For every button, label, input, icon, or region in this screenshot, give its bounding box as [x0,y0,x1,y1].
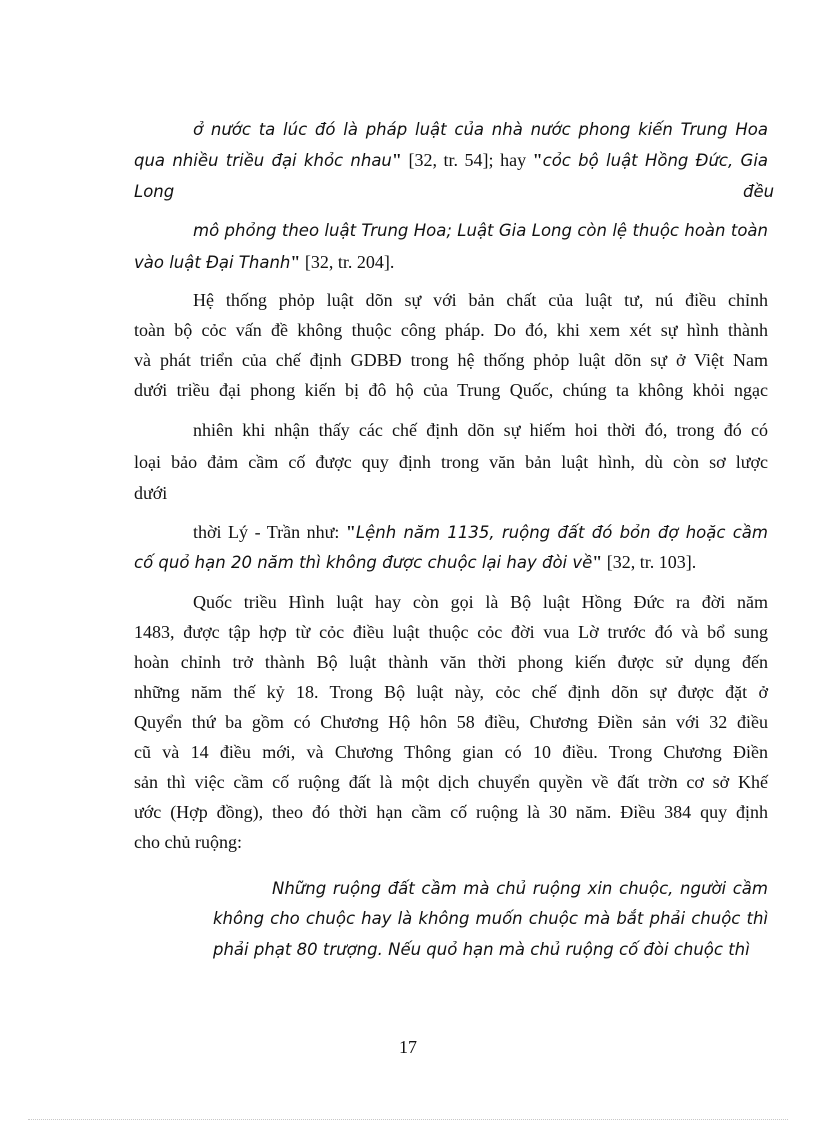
text-segment: dưới triều đại phong kiến bị đô hộ của Trung Quốc, chúng ta không khỏi ngạc [134,380,768,400]
text-segment: sản thì việc cầm cố ruộng đất là một dịch chuyển quyền về đất trờn cơ sở Khế [134,772,768,792]
text-line-p2-l4 [134,378,768,402]
page-bottom-dotted-rule [28,1119,788,1120]
text-segment: cũ và 14 điều mới, và Chương Thông gian có 10 điều. Trong Chương Điền [134,742,768,762]
text-segment: những năm thế kỷ 18. Trong Bộ luật này, cỏc chế định dõn sự được đặt ở [134,682,768,702]
text-segment: " [345,522,356,542]
text-line-p1-l5 [134,250,394,275]
text-segment: [32, tr. 103]. [602,552,697,572]
text-segment: thời Lý - Trần như: [193,522,346,542]
text-line-p3-l7 [134,770,768,794]
text-segment: dưới [134,483,168,503]
text-line-p3-l6 [134,740,768,764]
text-line-p3-l1 [193,590,768,614]
text-segment: mô phỏng theo luật Trung Hoa; Luật Gia Long còn lệ thuộc hoàn toàn [193,221,768,240]
page-number: 17 [399,1037,417,1057]
text-line-p3-l2 [134,620,768,644]
text-line-p3-l5 [134,710,768,734]
text-segment: cho chủ ruộng: [134,832,242,852]
text-segment: qua nhiều triều đại khỏc nhau [134,151,392,170]
text-segment: " [532,150,543,170]
text-line-p1-l3a [134,179,174,204]
text-segment: cỏc bộ luật Hồng Đức, Gia [542,151,769,170]
text-line-p2-l7 [134,481,167,505]
text-segment: " [290,252,301,272]
text-line-p1-l4 [193,218,768,243]
text-segment: Quyển thứ ba gồm có Chương Hộ hôn 58 điều, Chương Điền sản với 32 điều [134,712,768,732]
text-line-p2-l5 [193,418,768,442]
text-segment: Lệnh năm 1135, ruộng đất đó bỏn đợ hoặc cầm [355,523,768,542]
text-line-p3-l4 [134,680,768,704]
text-segment: vào luật Đại Thanh [134,253,291,272]
text-segment: nhiên khi nhận thấy các chế định dõn sự hiếm hoi thời đó, trong đó có [193,420,768,440]
text-line-p3-l9 [134,830,242,854]
text-segment: đều [743,182,775,201]
text-line-p1-l2 [134,148,768,173]
text-segment: và phát triển của chế định GDBĐ trong hệ thống phỏp luật dõn sự ở Việt Nam [134,350,768,370]
text-line-p4-l1 [272,876,768,901]
text-segment: 1483, được tập hợp từ cỏc điều luật thuộc cỏc đời vua Lờ trước đó và bổ sung [134,622,768,642]
text-segment: Hệ thống phỏp luật dõn sự với bản chất của luật tư, nú điều chỉnh [193,290,768,310]
text-line-p2-l9 [134,550,696,575]
text-segment: " [391,150,402,170]
text-line-p1-l3b [743,179,774,204]
text-line-p4-l3 [213,937,750,962]
text-segment: ước (Hợp đồng), theo đó thời hạn cầm cố ruộng là 30 năm. Điều 384 quy định [134,802,768,822]
text-line-p2-l2 [134,318,768,342]
text-segment: toàn bộ cỏc vấn đề không thuộc công pháp. Do đó, khi xem xét sự hình thành [134,320,768,340]
text-segment: Quốc triều Hình luật hay còn gọi là Bộ luật Hồng Đức ra đời năm [193,592,768,612]
text-segment: ở nước ta lúc đó là pháp luật của nhà nước phong kiến Trung Hoa [193,120,768,139]
text-line-p3-l8 [134,800,768,824]
text-line-p2-l1 [193,288,768,312]
text-segment: không cho chuộc hay là không muốn chuộc mà bắt phải chuộc thì [213,909,768,928]
text-segment: hoàn chỉnh trở thành Bộ luật thành văn thời phong kiến được sử dụng đến [134,652,768,672]
text-line-p2-l3 [134,348,768,372]
text-line-p2-l8 [193,520,768,545]
text-segment: phải phạt 80 trượng. Nếu quỏ hạn mà chủ ruộng cố đòi chuộc thì [213,940,750,959]
text-line-p3-l3 [134,650,768,674]
text-segment: [32, tr. 54]; hay [401,150,533,170]
text-segment: " [592,552,603,572]
text-line-p4-l2 [213,906,768,931]
text-line-p2-l6 [134,450,768,474]
text-line-p1-l1 [193,117,768,142]
text-segment: Long [134,182,175,201]
text-segment: cố quỏ hạn 20 năm thì không được chuộc lại hay đòi về [134,553,593,572]
text-segment: loại bảo đảm cầm cố được quy định trong văn bản luật hình, dù còn sơ lược [134,452,768,472]
text-segment: [32, tr. 204]. [300,252,395,272]
text-segment: Những ruộng đất cầm mà chủ ruộng xin chuộc, người cầm [272,879,768,898]
